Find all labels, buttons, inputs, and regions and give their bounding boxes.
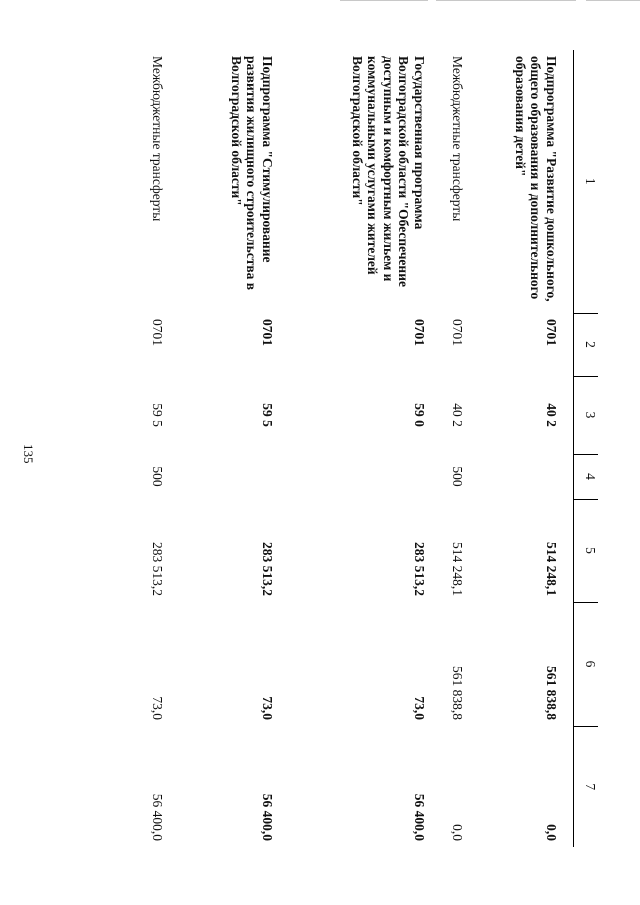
row-name: Межбюджетные трансферты — [150, 56, 165, 222]
value-col6: 73,0 — [260, 696, 275, 720]
row-name: Подпрограмма "Стимулирование развития жилищного строительства в Волгоградской области" — [229, 56, 275, 291]
row-name: Государственная программа Волгоградской области "Обеспечение доступным и комфортным жильем и коммунальными услугами жителей Волгоградской области" — [350, 56, 427, 287]
expense-code — [477, 454, 574, 499]
expense-code: 500 — [150, 466, 165, 487]
value-col7: 0,0 — [544, 824, 559, 841]
target-code: 40 2 — [450, 403, 465, 427]
value-col5: 514 248,1 — [450, 542, 465, 596]
value-col7: 56 400,0 — [150, 793, 165, 841]
column-header: 4 — [574, 454, 599, 499]
value-col6: 561 838,8 — [450, 666, 465, 720]
value-col7: 0,0 — [450, 824, 465, 841]
column-header: 7 — [574, 726, 599, 847]
value-col7: 56 400,0 — [412, 793, 427, 841]
section-code: 0701 — [412, 319, 427, 346]
value-col6: 73,0 — [150, 696, 165, 720]
row-name: Подпрограмма "Развитие дошкольного, общего образования и дополнительного образования детей" — [513, 56, 559, 302]
value-col5: 283 513,2 — [260, 542, 275, 596]
table-header-row — [574, 50, 599, 847]
target-code: 59 0 — [412, 403, 427, 427]
section-code: 0701 — [450, 319, 465, 346]
column-header: 5 — [574, 499, 599, 602]
page-number: 135 — [21, 444, 36, 464]
value-col6: 561 838,8 — [544, 666, 559, 720]
table-row — [275, 50, 427, 847]
section-code: 0701 — [260, 319, 275, 346]
table-row — [427, 50, 477, 847]
table-row — [135, 50, 173, 847]
section-code: 0701 — [150, 319, 165, 346]
column-header: 6 — [574, 602, 599, 726]
value-col6: 73,0 — [412, 696, 427, 720]
budget-table — [135, 50, 598, 847]
column-header: 3 — [574, 376, 599, 454]
expense-code — [275, 454, 427, 499]
value-col7: 56 400,0 — [260, 793, 275, 841]
expense-code: 500 — [450, 466, 465, 487]
section-code: 0701 — [544, 319, 559, 346]
target-code: 59 5 — [260, 403, 275, 427]
table-row — [173, 50, 275, 847]
target-code: 40 2 — [544, 403, 559, 427]
value-col5: 283 513,2 — [412, 542, 427, 596]
column-header: 1 — [574, 50, 599, 313]
value-col5: 514 248,1 — [544, 542, 559, 596]
value-col5: 283 513,2 — [150, 542, 165, 596]
column-header: 2 — [574, 313, 599, 376]
target-code: 59 5 — [150, 403, 165, 427]
expense-code — [173, 454, 275, 499]
row-name: Межбюджетные трансферты — [450, 56, 465, 222]
table-row — [477, 50, 574, 847]
